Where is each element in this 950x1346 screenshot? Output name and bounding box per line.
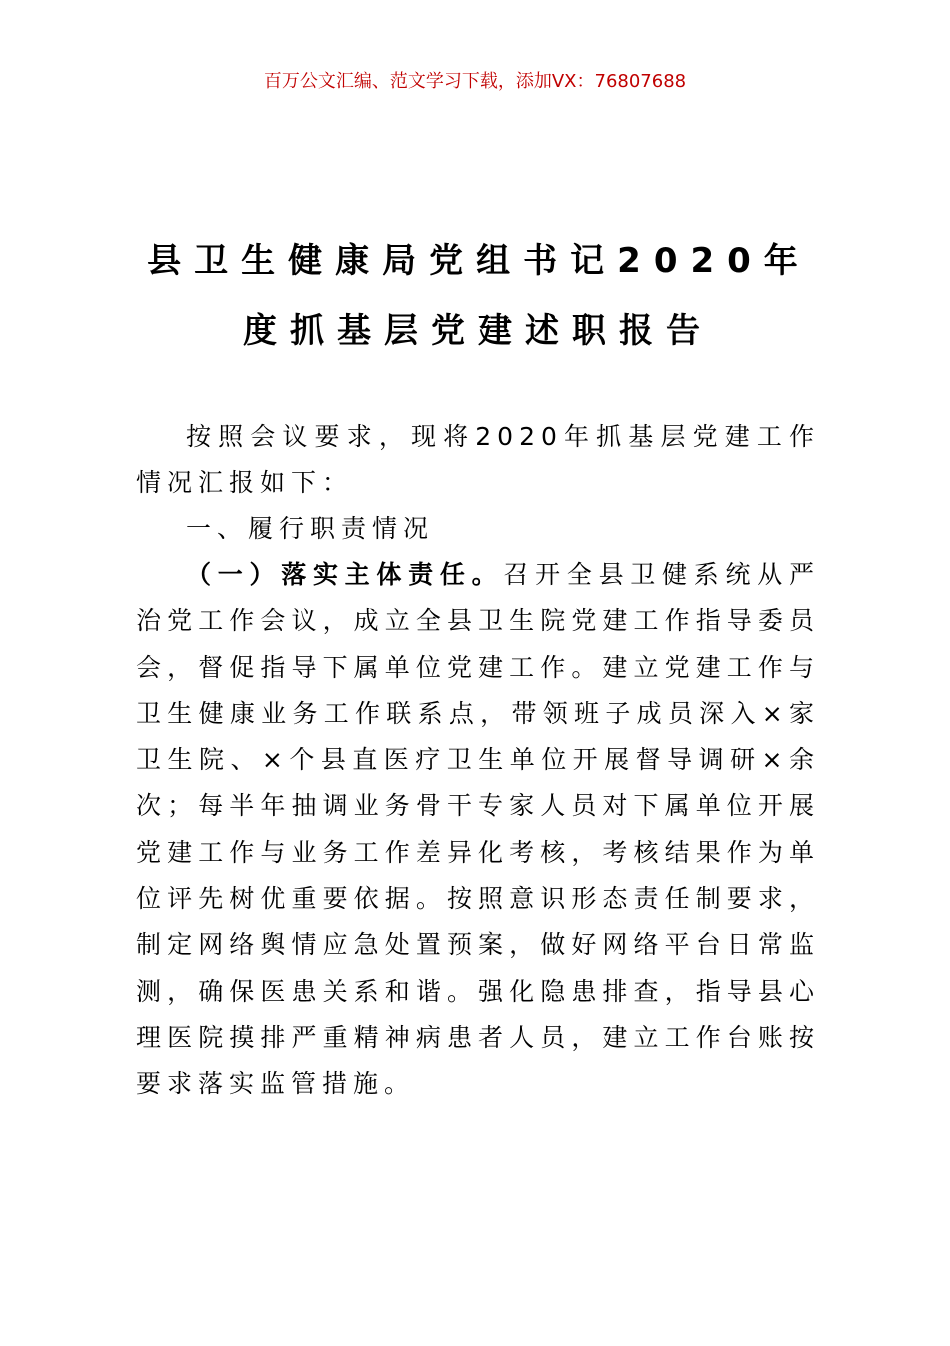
section-heading: 一、履行职责情况 [186,514,435,543]
paragraph-lead: （一）落实主体责任。 [186,560,504,589]
intro-paragraph: 按照会议要求，现将2020年抓基层党建工作情况汇报如下： [136,422,820,498]
document-title-line-2: 度抓基层党建述职报告 [243,311,713,351]
document-title-line-1: 县卫生健康局党组书记2020年 [147,241,811,281]
header-note: 百万公文汇编、范文学习下载，添加VX：76807688 [263,71,687,92]
paragraph-text: 召开全县卫健系统从严治党工作会议，成立全县卫生院党建工作指导委员会，督促指导下属单位党建工作。建立党建工作与卫生健康业务工作联系点，带领班子成员深入×家卫生院、×个县直医疗卫生单位开展督导调研×余次；每半年抽调业务骨干专家人员对下属单位开展党建工作与业务工作差异化考核，考核结果作为单位评先树优重要依据。按照意识形态责任制要求，制定网络舆情应急处置预案，做好网络平台日常监测，确保医患关系和谐。强化隐患排查，指导县心理医院摸排严重精神病患者人员，建立工作台账按要求落实监管措施。 [136,560,820,1099]
section-paragraph [136,552,820,1108]
